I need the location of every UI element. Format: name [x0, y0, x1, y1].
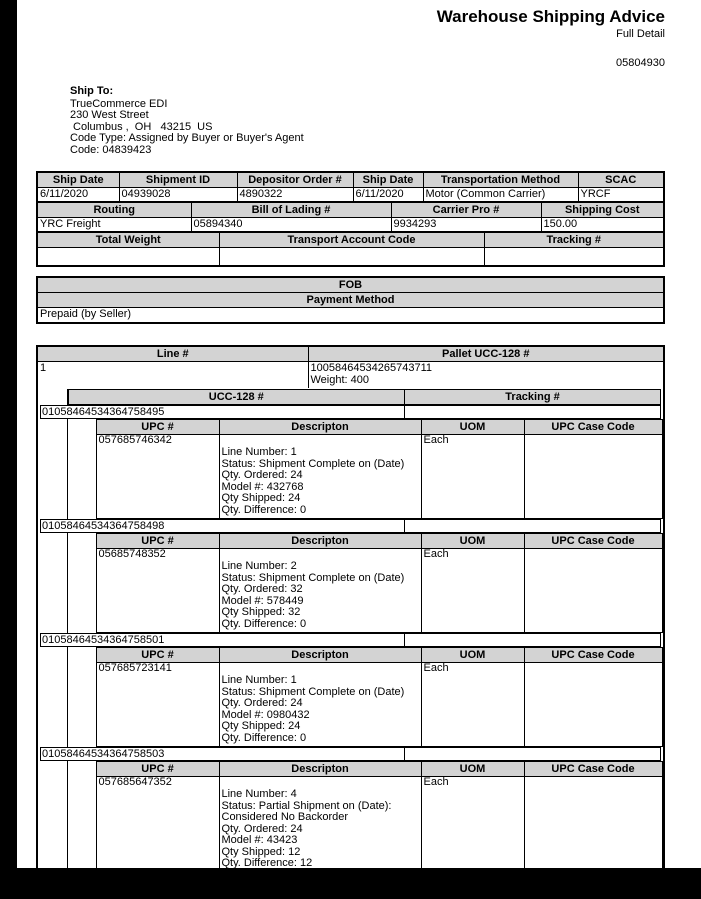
desc-line: Qty. Difference: 0 [221, 503, 307, 516]
desc-line: Qty. Difference: 0 [221, 731, 307, 744]
shipment-table [36, 171, 665, 203]
report-subtitle: Full Detail [616, 28, 665, 40]
carton-ucc-row [40, 519, 661, 533]
desc-line: Line Number: 4 [221, 788, 297, 800]
col-header-depositor-order: Depositor Order # [237, 172, 353, 188]
pallet-nest-table [40, 389, 661, 868]
desc-line: Qty. Ordered: 24 [221, 469, 303, 481]
col-header-bill-of-lading: Bill of Lading # [191, 202, 391, 218]
desc-line: Qty Shipped: 32 [221, 606, 301, 618]
desc-line: Status: Shipment Complete on (Date) [221, 685, 405, 698]
payment-method-value: Prepaid (by Seller) [37, 308, 664, 324]
page-title: Warehouse Shipping Advice [436, 7, 665, 26]
desc-line: Model #: 43423 [221, 834, 298, 846]
transport-account-code-value [219, 248, 484, 267]
col-header-upc: UPC # [96, 762, 219, 777]
desc-line: Qty Shipped: 24 [221, 492, 301, 504]
col-header-upc-case-code: UPC Case Code [524, 648, 662, 663]
document-header [36, 0, 665, 69]
ship-to-name: TrueCommerce EDI [70, 97, 168, 110]
desc-line: Qty. Difference: 12 [221, 857, 313, 868]
col-header-shipping-cost: Shipping Cost [541, 202, 664, 218]
col-header-carrier-pro: Carrier Pro # [391, 202, 541, 218]
ship-date-value: 6/11/2020 [37, 188, 119, 203]
depositor-order-value: 4890322 [237, 188, 353, 203]
carton-tracking-value [404, 520, 660, 533]
carton-tracking-value [404, 406, 660, 419]
description-cell [219, 777, 421, 869]
description-cell [219, 663, 421, 747]
carton-ucc-row [40, 405, 661, 419]
desc-line: Line Number: 1 [221, 446, 297, 458]
col-header-routing: Routing [37, 202, 191, 218]
desc-line: Qty Shipped: 24 [221, 720, 301, 732]
pallet-weight-value: Weight: 400 [310, 374, 370, 386]
line-number-value: 1 [37, 362, 308, 389]
uom-value: Each [421, 435, 524, 519]
carton-tracking-value [404, 748, 660, 761]
upc-case-code-value [524, 435, 662, 519]
uom-value: Each [421, 549, 524, 633]
upc-case-code-value [524, 549, 662, 633]
pallet-ucc128-value: 10058464534265743711 [310, 362, 433, 374]
nest-gutter [40, 389, 67, 405]
document-page [17, 0, 701, 868]
upc-case-code-value [524, 777, 662, 869]
desc-line: Status: Partial Shipment on (Date): [221, 799, 392, 812]
col-header-upc: UPC # [96, 648, 219, 663]
ship-to-code-type: Code Type: Assigned by Buyer or Buyer's Agent [70, 132, 304, 144]
col-header-ucc128: UCC-128 # [68, 390, 405, 405]
fob-header: FOB [37, 277, 664, 293]
col-header-upc: UPC # [96, 534, 219, 549]
carrier-pro-value: 9934293 [391, 218, 541, 233]
document-content [36, 0, 665, 868]
col-header-scac: SCAC [578, 172, 664, 188]
pallet-ucc128-cell [308, 362, 664, 389]
nest-gutter [40, 647, 67, 747]
desc-line: Qty. Difference: 0 [221, 617, 307, 630]
col-header-uom: UOM [421, 420, 524, 435]
col-header-description: Descripton [219, 762, 421, 777]
weight-table [36, 231, 665, 267]
desc-line: Model #: 0980432 [221, 708, 310, 721]
desc-line: Qty. Ordered: 24 [221, 697, 303, 709]
col-header-ship-date: Ship Date [37, 172, 119, 188]
item-table [96, 533, 663, 633]
tracking-value [484, 248, 664, 267]
col-header-upc-case-code: UPC Case Code [524, 762, 662, 777]
scac-value: YRCF [578, 188, 664, 203]
col-header-description: Descripton [219, 648, 421, 663]
col-header-upc-case-code: UPC Case Code [524, 420, 662, 435]
description-cell [219, 435, 421, 519]
col-header-transport-account-code: Transport Account Code [219, 232, 484, 248]
upc-value: 057685723141 [96, 663, 219, 747]
desc-line: Model #: 578449 [221, 594, 304, 607]
transportation-method-value: Motor (Common Carrier) [423, 188, 578, 203]
item-table [96, 419, 663, 519]
col-header-shipment-id: Shipment ID [119, 172, 237, 188]
col-header-uom: UOM [421, 648, 524, 663]
col-header-upc: UPC # [96, 420, 219, 435]
desc-line: Qty. Ordered: 32 [221, 583, 303, 595]
ship-date-2-value: 6/11/2020 [353, 188, 423, 203]
desc-line: Qty Shipped: 12 [221, 845, 301, 858]
carton-ucc-row [40, 747, 661, 761]
fob-table [36, 276, 665, 324]
ship-to-code: Code: 04839423 [70, 143, 152, 156]
col-header-uom: UOM [421, 534, 524, 549]
col-header-uom: UOM [421, 762, 524, 777]
document-number: 05804930 [616, 57, 665, 69]
carton-ucc128-value: 01058464534364758503 [41, 748, 405, 761]
col-header-description: Descripton [219, 420, 421, 435]
uom-value: Each [421, 663, 524, 747]
carton-ucc128-value: 01058464534364758495 [41, 406, 405, 419]
routing-table [36, 201, 665, 233]
col-header-total-weight: Total Weight [37, 232, 219, 248]
bill-of-lading-value: 05894340 [191, 218, 391, 233]
col-header-line-number: Line # [37, 346, 308, 362]
pallet-nested-content [37, 388, 664, 868]
upc-value: 05685748352 [96, 549, 219, 633]
ship-to-block [70, 86, 665, 156]
ship-to-city-line: Columbus , OH 43215 US [70, 120, 213, 133]
desc-line: Status: Shipment Complete on (Date) [221, 571, 405, 584]
carton-tracking-value [404, 634, 660, 647]
upc-case-code-value [524, 663, 662, 747]
nest-gutter [40, 419, 67, 519]
ship-to-street: 230 West Street [70, 109, 149, 121]
col-header-carton-tracking: Tracking # [405, 390, 661, 405]
description-cell [219, 549, 421, 633]
upc-value: 057685647352 [96, 777, 219, 869]
uom-value: Each [421, 777, 524, 869]
col-header-description: Descripton [219, 534, 421, 549]
upc-value: 057685746342 [96, 435, 219, 519]
item-table [96, 761, 663, 868]
col-header-pallet-ucc128: Pallet UCC-128 # [308, 346, 664, 362]
ucc-tracking-header-table [68, 389, 662, 405]
carton-ucc128-value: 01058464534364758498 [41, 520, 405, 533]
col-header-upc-case-code: UPC Case Code [524, 534, 662, 549]
payment-method-header: Payment Method [37, 293, 664, 308]
desc-line: Considered No Backorder [221, 811, 349, 823]
ship-to-label: Ship To: [70, 85, 114, 97]
item-table [96, 647, 663, 747]
col-header-tracking: Tracking # [484, 232, 664, 248]
routing-value: YRC Freight [37, 218, 191, 233]
desc-line: Line Number: 1 [221, 674, 297, 686]
shipment-id-value: 04939028 [119, 188, 237, 203]
col-header-ship-date-2: Ship Date [353, 172, 423, 188]
col-header-transportation-method: Transportation Method [423, 172, 578, 188]
desc-line: Model #: 432768 [221, 480, 304, 493]
desc-line: Qty. Ordered: 24 [221, 822, 303, 835]
nest-gutter [40, 533, 67, 633]
nest-gutter [40, 761, 67, 868]
desc-line: Line Number: 2 [221, 560, 297, 572]
pallet-detail-table [36, 345, 665, 868]
shipping-cost-value: 150.00 [541, 218, 664, 233]
carton-ucc128-value: 01058464534364758501 [41, 634, 405, 647]
total-weight-value [37, 248, 219, 267]
desc-line: Status: Shipment Complete on (Date) [221, 457, 405, 470]
carton-ucc-row [40, 633, 661, 647]
